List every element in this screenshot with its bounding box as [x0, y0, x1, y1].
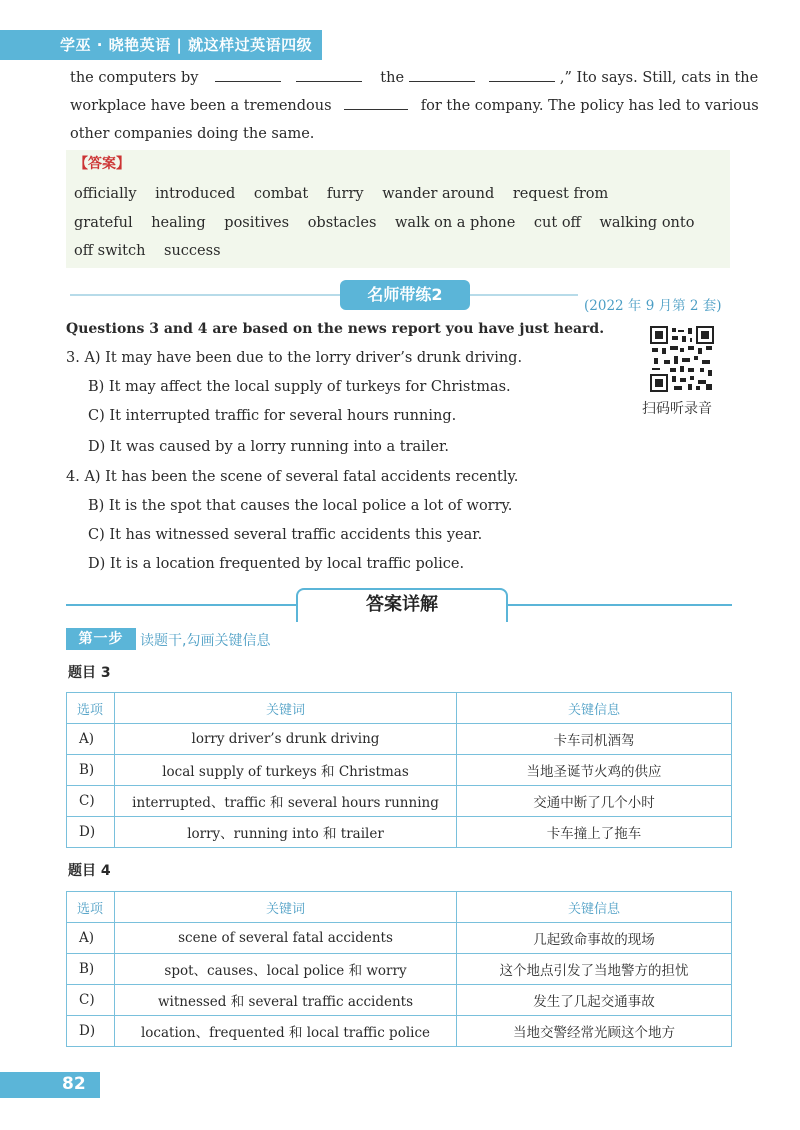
q4-option-d: D) It is a location frequented by local traffic police. — [88, 556, 465, 572]
answer-word: healing — [151, 215, 206, 231]
answer-row-1 — [74, 186, 622, 202]
answer-word: introduced — [155, 186, 236, 202]
page-number: 82 — [62, 1074, 86, 1094]
answer-row-3 — [74, 243, 235, 259]
running-header: 学巫 · 晓艳英语 | 就这样过英语四级 — [60, 36, 313, 54]
table-header: 选项 — [67, 892, 115, 923]
passage-line-2 — [70, 92, 759, 120]
question-intro: Questions 3 and 4 are based on the news report you have just heard. — [66, 321, 605, 337]
passage-text: ,” Ito says. Still, cats in the — [559, 70, 759, 86]
table-cell: 几起致命事故的现场 — [457, 923, 732, 954]
table-cell: lorry、running into 和 trailer — [115, 817, 457, 848]
table-cell: D) — [67, 1016, 115, 1047]
table-cell: witnessed 和 several traffic accidents — [115, 985, 457, 1016]
table-cell: 当地交警经常光顾这个地方 — [457, 1016, 732, 1047]
passage-line-3: other companies doing the same. — [70, 126, 315, 142]
answer-word: success — [164, 243, 221, 259]
table-row — [67, 985, 732, 1016]
table-row — [67, 954, 732, 985]
step-badge: 第一步 — [66, 628, 136, 650]
qr-label: 扫码听录音 — [642, 401, 712, 417]
table-cell: C) — [67, 786, 115, 817]
answer-word: request from — [512, 186, 609, 202]
q4-option-a: 4. A) It has been the scene of several fatal accidents recently. — [66, 469, 519, 485]
answer-word: grateful — [74, 215, 133, 231]
table-cell: B) — [67, 954, 115, 985]
divider — [70, 294, 340, 296]
table-cell: 交通中断了几个小时 — [457, 786, 732, 817]
key-table-3 — [66, 692, 732, 848]
table-cell: A) — [67, 724, 115, 755]
divider — [66, 604, 296, 606]
answer-title: 【答案】 — [74, 156, 130, 172]
answer-word: furry — [326, 186, 364, 202]
table-header-row — [67, 892, 732, 923]
section-title: 答案详解 — [296, 588, 508, 622]
table-cell: scene of several fatal accidents — [115, 923, 457, 954]
table-cell: 当地圣诞节火鸡的供应 — [457, 755, 732, 786]
table-header: 关键信息 — [457, 693, 732, 724]
answer-word: combat — [253, 186, 309, 202]
table-row — [67, 724, 732, 755]
table-row — [67, 786, 732, 817]
answer-word: cut off — [533, 215, 581, 231]
q4-option-b: B) It is the spot that causes the local police a lot of worry. — [88, 498, 513, 514]
answer-word: obstacles — [307, 215, 377, 231]
table-cell: 发生了几起交通事故 — [457, 985, 732, 1016]
answer-word: wander around — [382, 186, 495, 202]
passage-text: the computers by — [70, 70, 199, 86]
table-cell: 卡车司机酒驾 — [457, 724, 732, 755]
answer-word: off switch — [74, 243, 146, 259]
blank — [296, 66, 362, 82]
answer-row-2 — [74, 215, 708, 231]
q3-option-b: B) It may affect the local supply of turkeys for Christmas. — [88, 379, 511, 395]
blank — [215, 66, 281, 82]
blank — [489, 66, 555, 82]
table-cell: lorry driver’s drunk driving — [115, 724, 457, 755]
table-cell: B) — [67, 755, 115, 786]
answer-word: positives — [224, 215, 290, 231]
answer-word: officially — [74, 186, 137, 202]
table-cell: local supply of turkeys 和 Christmas — [115, 755, 457, 786]
q3-option-a: 3. A) It may have been due to the lorry driver’s drunk driving. — [66, 350, 523, 366]
passage-text: for the company. The policy has led to various — [420, 98, 759, 114]
passage-text: workplace have been a tremendous — [70, 98, 332, 114]
blank — [344, 94, 408, 110]
q3-option-d: D) It was caused by a lorry running into a trailer. — [88, 439, 449, 455]
table-header: 关键词 — [115, 693, 457, 724]
table-cell: interrupted、traffic 和 several hours running — [115, 786, 457, 817]
answer-word: walk on a phone — [395, 215, 516, 231]
topic-4-title: 题目 4 — [68, 863, 111, 879]
blank — [409, 66, 475, 82]
table-row — [67, 817, 732, 848]
table-cell: location、frequented 和 local traffic police — [115, 1016, 457, 1047]
table-header-row — [67, 693, 732, 724]
table-row — [67, 923, 732, 954]
table-header: 关键词 — [115, 892, 457, 923]
table-cell: D) — [67, 817, 115, 848]
qr-code-icon[interactable] — [650, 326, 714, 392]
table-header: 选项 — [67, 693, 115, 724]
table-cell: 这个地点引发了当地警方的担忧 — [457, 954, 732, 985]
table-cell: A) — [67, 923, 115, 954]
step-text: 读题干,勾画关键信息 — [140, 633, 271, 649]
table-row — [67, 755, 732, 786]
table-header: 关键信息 — [457, 892, 732, 923]
divider — [508, 604, 732, 606]
passage-text: the — [380, 70, 405, 86]
passage-line-1 — [70, 64, 758, 92]
table-cell: 卡车撞上了拖车 — [457, 817, 732, 848]
divider — [470, 294, 578, 296]
q3-option-c: C) It interrupted traffic for several hours running. — [88, 408, 457, 424]
table-cell: C) — [67, 985, 115, 1016]
q4-option-c: C) It has witnessed several traffic accidents this year. — [88, 527, 483, 543]
table-cell: spot、causes、local police 和 worry — [115, 954, 457, 985]
answer-word: walking onto — [599, 215, 695, 231]
table-row — [67, 1016, 732, 1047]
source-note: (2022 年 9 月第 2 套) — [584, 298, 722, 314]
topic-3-title: 题目 3 — [68, 665, 111, 681]
practice-label: 名师带练2 — [340, 280, 470, 310]
key-table-4 — [66, 891, 732, 1047]
